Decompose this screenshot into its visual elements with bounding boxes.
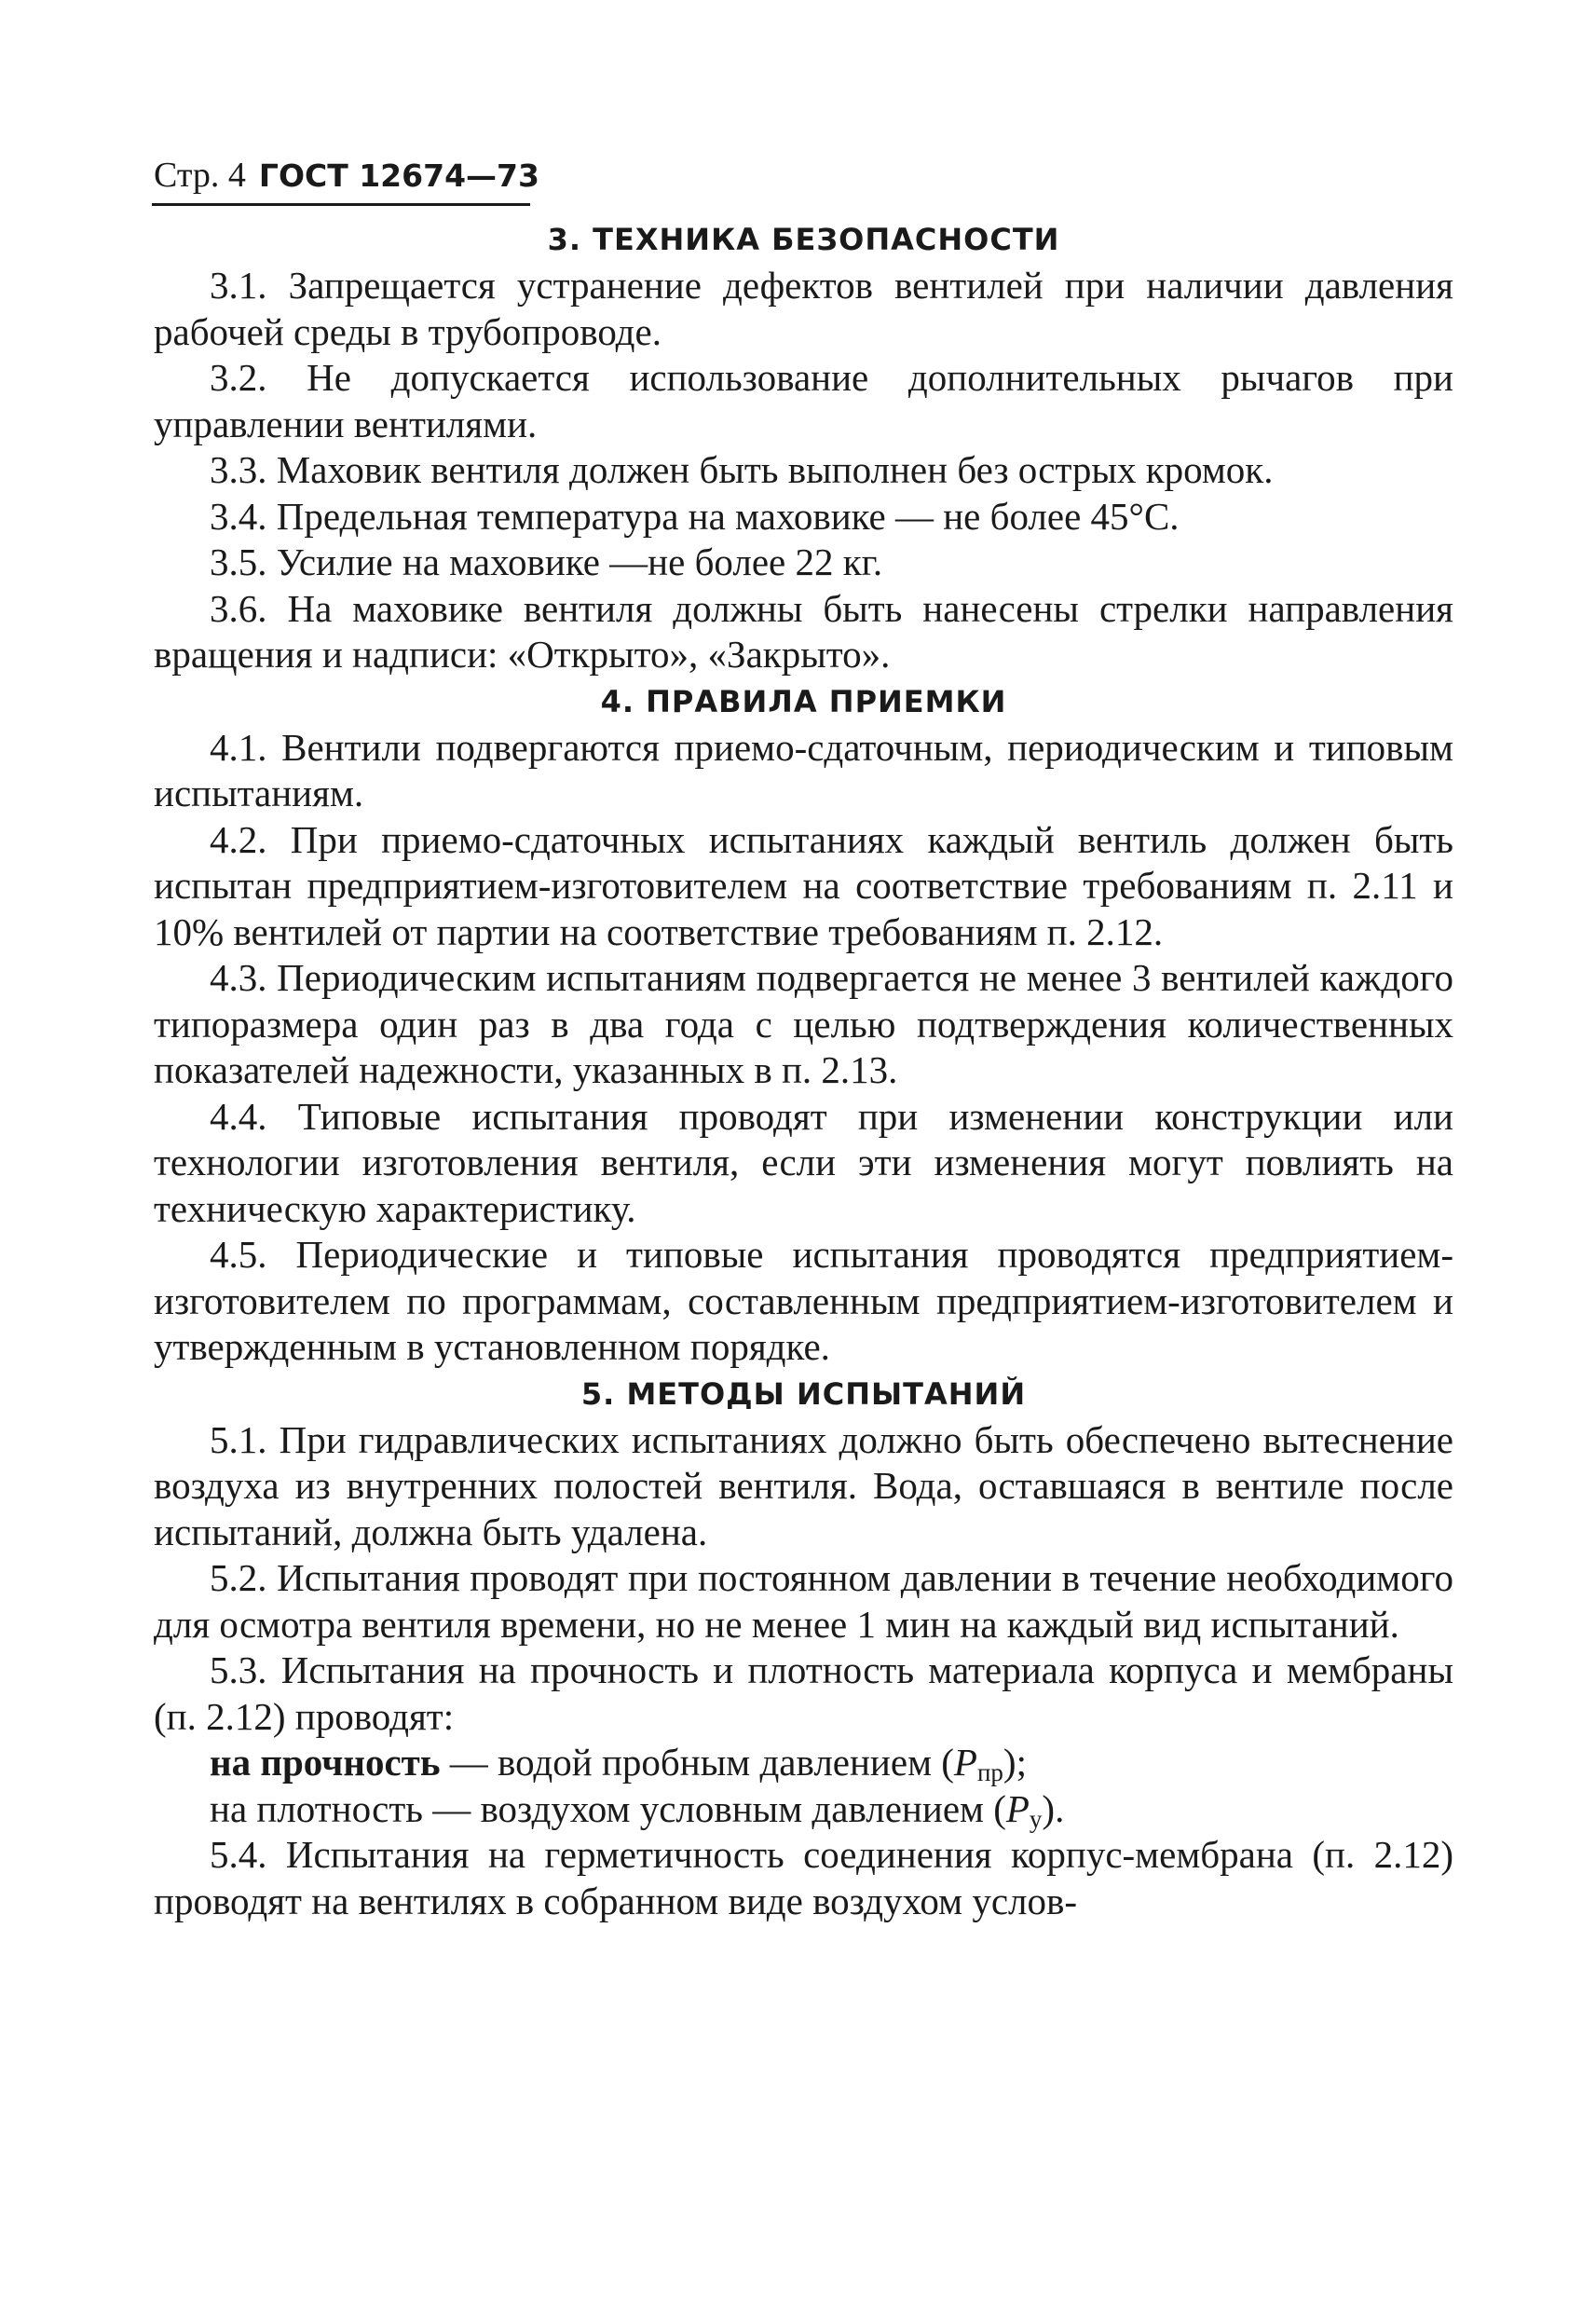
document-body xyxy=(154,216,1453,1924)
page-number-label: Стр. 4 xyxy=(154,156,246,195)
standard-designation: ГОСТ 12674—73 xyxy=(258,157,539,194)
header-rule xyxy=(152,203,530,206)
clause-4-4: 4.4. Типовые испытания проводят при изменении конструкции или технологии изготовления вентиля, если эти изменения могут повлиять на техническую характеристику. xyxy=(154,1094,1453,1230)
clause-5-1: 5.1. При гидравлических испытаниях должно быть обеспечено вытеснение воздуха из внутренних полостей вентиля. Вода, оставшаяся в вентиле после испытаний, должна быть удалена. xyxy=(154,1417,1453,1553)
clause-3-2: 3.2. Не допускается использование дополнительных рычагов при управлении вентилями. xyxy=(154,356,1453,445)
clause-3-5: 3.5. Усилие на маховике —не более 22 кг. xyxy=(210,540,883,583)
running-head xyxy=(154,155,539,196)
clause-4-1: 4.1. Вентили подвергаются приемо-сдаточным, периодическим и типовым испытаниям. xyxy=(154,725,1453,814)
sub-item-label: на прочность xyxy=(210,1741,441,1784)
clause-4-3: 4.3. Периодическим испытаниям подвергается не менее 3 вентилей каждого типоразмера один раз в два года с целью подтверждения количественных показателей надежности, указанных в п. 2.13. xyxy=(154,956,1453,1091)
section-title: 4. ПРАВИЛА ПРИЕМКИ xyxy=(600,683,1007,719)
clause-4-2: 4.2. При приемо-сдаточных испытаниях каждый вентиль должен быть испытан предприятием-изготовителем на соответствие требованиям п. 2.11 и 10% вентилей от партии на соответствие требованиям п. 2.12. xyxy=(154,817,1453,953)
clause-4-5: 4.5. Периодические и типовые испытания проводятся предприятием-изготовителем по программам, составленным предприятием-изготовителем и утвержденным в установленном порядке. xyxy=(154,1233,1453,1368)
clause-5-3: 5.3. Испытания на прочность и плотность материала корпуса и мембраны (п. 2.12) проводят: xyxy=(154,1648,1453,1738)
section-title: 5. МЕТОДЫ ИСПЫТАНИЙ xyxy=(580,1375,1027,1412)
clause-3-1: 3.1. Запрещается устранение дефектов вентилей при наличии давления рабочей среды в трубопроводе. xyxy=(154,264,1453,353)
section-title: 3. ТЕХНИКА БЕЗОПАСНОСТИ xyxy=(547,222,1060,257)
clause-3-3: 3.3. Маховик вентиля должен быть выполнен без острых кромок. xyxy=(210,448,1274,491)
sub-item-label: на плотность xyxy=(210,1786,423,1830)
sub-item-tightness: на плотность — воздухом условным давлением $(P_у)$. xyxy=(210,1786,1065,1833)
clause-3-6: 3.6. На маховике вентиля должны быть нанесены стрелки направления вращения и надписи: «Открыто», «Закрыто». xyxy=(154,586,1453,676)
clause-3-4: 3.4. Предельная температура на маховике — не более 45°С. xyxy=(210,494,1180,538)
clause-5-2: 5.2. Испытания проводят при постоянном давлении в течение необходимого для осмотра вентиля времени, но не менее 1 мин на каждый вид испытаний. xyxy=(154,1556,1453,1646)
clause-5-4: 5.4. Испытания на герметичность соединения корпус-мембрана (п. 2.12) проводят на вентилях в собранном виде воздухом услов- xyxy=(154,1833,1453,1922)
sub-item-strength: на прочность — водой пробным давлением $(P_{пр})$; xyxy=(210,1741,1027,1786)
